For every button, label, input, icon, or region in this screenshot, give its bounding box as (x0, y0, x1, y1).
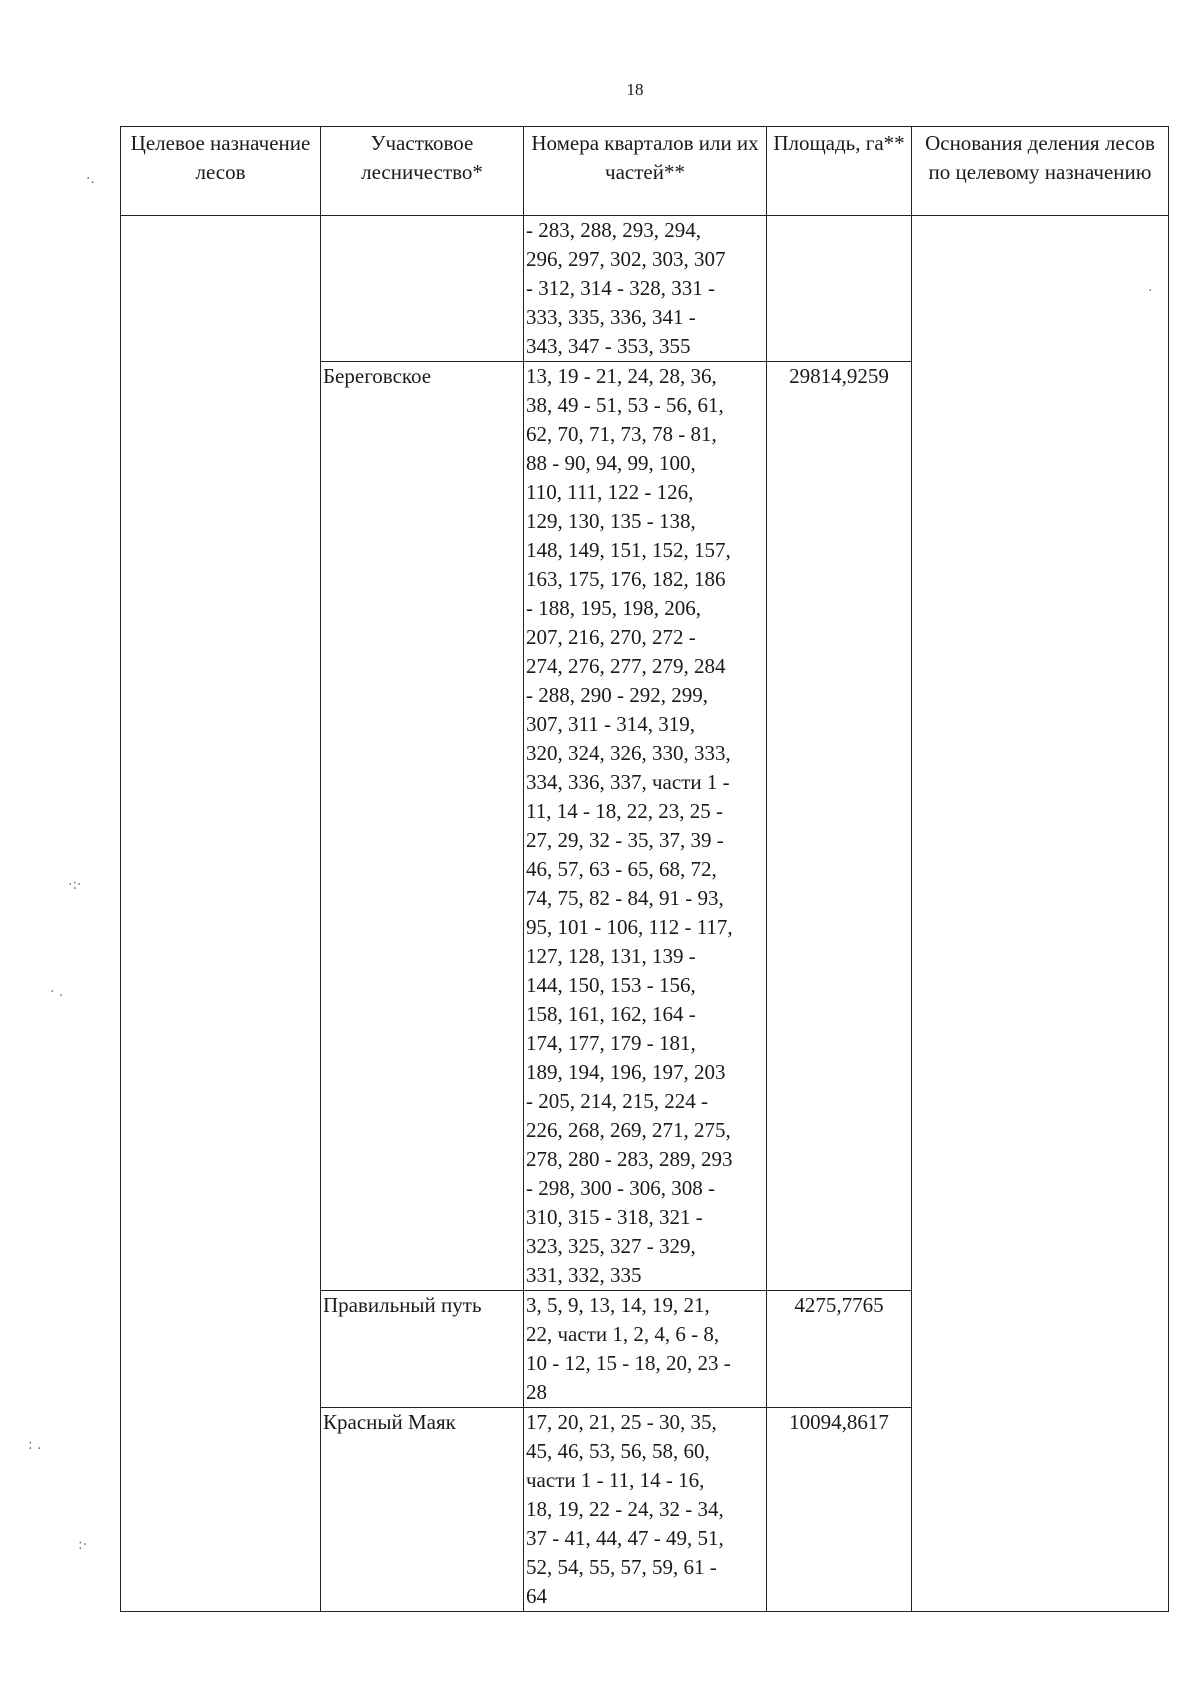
division-basis-cell (912, 216, 1169, 1612)
area-cell (767, 216, 912, 362)
quarters-cell: 13, 19 - 21, 24, 28, 36, 38, 49 - 51, 53 - 56, 61, 62, 70, 71, 73, 78 - 81, 88 - 90, 94, 99, 100, 110, 111, 122 - 126, 129, 130, 135 - 138, 148, 149, 151, 152, 157, 163, 175, 176, 182, 186 - 188, 195, 198, 206, 207, 216, 270, 272 - 274, 276, 277, 279, 284 - 288, 290 - 292, 299, 307, 311 - 314, 319, 320, 324, 326, 330, 333, 334, 336, 337, части 1 - 11, 14 - 18, 22, 23, 25 - 27, 29, 32 - 35, 37, 39 - 46, 57, 63 - 65, 68, 72, 74, 75, 82 - 84, 91 - 93, 95, 101 - 106, 112 - 117, 127, 128, 131, 139 - 144, 150, 153 - 156, 158, 161, 162, 164 - 174, 177, 179 - 181, 189, 194, 196, 197, 203 - 205, 214, 215, 224 - 226, 268, 269, 271, 275, 278, 280 - 283, 289, 293 - 298, 300 - 306, 308 - 310, 315 - 318, 321 - 323, 325, 327 - 329, 331, 332, 335 (524, 362, 767, 1291)
area-cell: 10094,8617 (767, 1408, 912, 1612)
forestry-cell (321, 216, 524, 362)
header-forestry-district: Участковое лесничество* (321, 127, 524, 216)
forest-purpose-cell (121, 216, 321, 1612)
forest-purpose-table (120, 126, 1169, 1612)
scan-speck: · . (50, 984, 64, 1000)
scan-speck: ·:· (68, 877, 82, 893)
quarters-cell: 17, 20, 21, 25 - 30, 35, 45, 46, 53, 56, 58, 60, части 1 - 11, 14 - 16, 18, 19, 22 - 24, 32 - 34, 37 - 41, 44, 47 - 49, 51, 52, 54, 55, 57, 59, 61 - 64 (524, 1408, 767, 1612)
forestry-cell: Правильный путь (321, 1291, 524, 1408)
forestry-cell: Красный Маяк (321, 1408, 524, 1612)
scan-speck: : . (28, 1437, 42, 1453)
header-area: Площадь, га** (767, 127, 912, 216)
area-cell: 4275,7765 (767, 1291, 912, 1408)
header-quarter-numbers: Номера кварталов или их частей** (524, 127, 767, 216)
header-forest-purpose: Целевое назначение лесов (121, 127, 321, 216)
scan-speck: :· (78, 1537, 88, 1553)
forestry-cell: Береговское (321, 362, 524, 1291)
quarters-cell: 3, 5, 9, 13, 14, 19, 21, 22, части 1, 2, 4, 6 - 8, 10 - 12, 15 - 18, 20, 23 - 28 (524, 1291, 767, 1408)
page-number: 18 (626, 80, 644, 99)
area-cell: 29814,9259 (767, 362, 912, 1291)
scan-speck: · (1148, 283, 1153, 299)
quarters-cell: - 283, 288, 293, 294, 296, 297, 302, 303, 307 - 312, 314 - 328, 331 - 333, 335, 336, 341 - 343, 347 - 353, 355 (524, 216, 767, 362)
table-header-row (121, 127, 1169, 216)
table-row (121, 216, 1169, 362)
header-division-basis: Основания деления лесов по целевому назначению (912, 127, 1169, 216)
scan-speck: ·. (86, 171, 95, 187)
